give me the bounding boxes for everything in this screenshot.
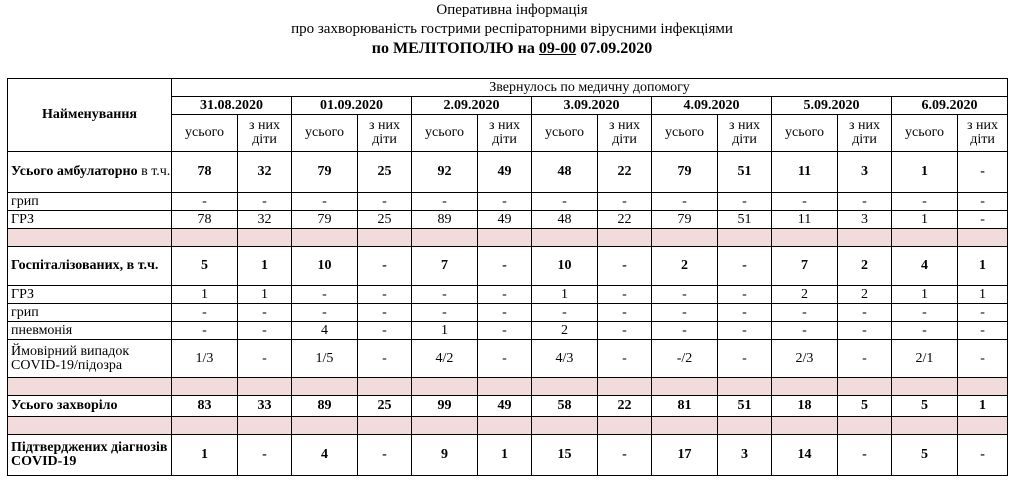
- value-total: 9: [412, 435, 478, 476]
- value-total: 7: [772, 247, 838, 286]
- value-total: -: [412, 286, 478, 304]
- separator-cell: [532, 378, 598, 396]
- report-location-date: [0, 40, 1024, 58]
- value-children: -: [358, 304, 412, 322]
- value-total: 10: [292, 247, 358, 286]
- value-total: 1: [892, 152, 958, 193]
- table-row: [8, 247, 1008, 286]
- separator-cell: [958, 229, 1008, 247]
- date-header: 01.09.2020: [292, 97, 412, 115]
- separator-cell: [358, 229, 412, 247]
- value-total: -: [892, 304, 958, 322]
- value-children: 1: [958, 286, 1008, 304]
- separator-cell: [478, 229, 532, 247]
- value-total: 2/1: [892, 340, 958, 378]
- separator-cell: [238, 417, 292, 435]
- value-children: -: [358, 435, 412, 476]
- separator-cell: [292, 417, 358, 435]
- report-subtitle: про захворюваність гострими респіраторними вірусними інфекціями: [291, 21, 733, 37]
- value-total: 2: [532, 322, 598, 340]
- value-children: -: [358, 193, 412, 211]
- value-children: 1: [478, 435, 532, 476]
- row-label-text: Госпіталізованих, в т.ч.: [11, 258, 159, 273]
- value-children: 51: [718, 396, 772, 417]
- value-children: 1: [958, 396, 1008, 417]
- value-children: 1: [958, 247, 1008, 286]
- separator-cell: [652, 378, 718, 396]
- date-header: 3.09.2020: [532, 97, 652, 115]
- value-children: 5: [838, 396, 892, 417]
- value-children: -: [958, 211, 1008, 229]
- separator-cell: [412, 229, 478, 247]
- separator-cell: [892, 378, 958, 396]
- separator-row: [8, 229, 1008, 247]
- table-row: [8, 396, 1008, 417]
- table-row: [8, 340, 1008, 378]
- value-total: 11: [772, 152, 838, 193]
- value-children: -: [958, 340, 1008, 378]
- separator-cell: [358, 378, 412, 396]
- value-total: 48: [532, 152, 598, 193]
- value-children: -: [478, 340, 532, 378]
- separator-cell: [8, 417, 172, 435]
- subheader-total: усього: [412, 115, 478, 152]
- value-total: 1: [412, 322, 478, 340]
- value-children: 22: [598, 211, 652, 229]
- value-children: -: [238, 322, 292, 340]
- date-header: 2.09.2020: [412, 97, 532, 115]
- separator-cell: [958, 417, 1008, 435]
- value-total: 11: [772, 211, 838, 229]
- row-label-text: ГРЗ: [11, 211, 35, 227]
- row-label: [8, 340, 172, 378]
- value-children: 3: [838, 152, 892, 193]
- separator-row: [8, 378, 1008, 396]
- value-total: -/2: [652, 340, 718, 378]
- row-label-suffix: в т.ч.: [137, 164, 171, 179]
- subheader-total: усього: [652, 115, 718, 152]
- value-children: -: [958, 152, 1008, 193]
- row-label-text: Підтверджених діагнозів COVID-19: [11, 440, 168, 469]
- value-total: 2: [652, 247, 718, 286]
- value-total: 7: [412, 247, 478, 286]
- separator-cell: [532, 229, 598, 247]
- value-total: -: [772, 304, 838, 322]
- row-label: [8, 322, 172, 340]
- value-total: -: [652, 322, 718, 340]
- value-children: -: [598, 304, 652, 322]
- value-total: 5: [892, 396, 958, 417]
- value-total: 1: [892, 211, 958, 229]
- value-total: 4/3: [532, 340, 598, 378]
- value-children: -: [358, 286, 412, 304]
- subheader-children: з них діти: [718, 115, 772, 152]
- value-children: 33: [238, 396, 292, 417]
- value-children: -: [958, 193, 1008, 211]
- separator-row: [8, 417, 1008, 435]
- value-total: 5: [892, 435, 958, 476]
- value-total: -: [772, 193, 838, 211]
- value-children: -: [358, 322, 412, 340]
- value-children: -: [238, 304, 292, 322]
- value-children: -: [838, 340, 892, 378]
- value-children: -: [598, 286, 652, 304]
- row-label: [8, 193, 172, 211]
- value-total: -: [772, 322, 838, 340]
- separator-cell: [652, 417, 718, 435]
- value-total: -: [172, 304, 238, 322]
- value-total: -: [652, 304, 718, 322]
- report-date: 07.09.2020: [576, 40, 653, 57]
- value-total: 1: [532, 286, 598, 304]
- table-row: [8, 152, 1008, 193]
- separator-cell: [8, 229, 172, 247]
- value-children: 22: [598, 396, 652, 417]
- location-prefix: по МЕЛІТОПОЛЮ на: [371, 40, 539, 57]
- value-children: -: [838, 435, 892, 476]
- value-children: 51: [718, 211, 772, 229]
- value-children: -: [958, 435, 1008, 476]
- separator-cell: [358, 417, 412, 435]
- subheader-total: усього: [172, 115, 238, 152]
- subheader-children: з них діти: [478, 115, 532, 152]
- value-total: -: [892, 322, 958, 340]
- value-total: 79: [292, 211, 358, 229]
- table-row: [8, 286, 1008, 304]
- value-children: -: [478, 286, 532, 304]
- value-children: -: [478, 247, 532, 286]
- separator-cell: [838, 378, 892, 396]
- row-label-text: грип: [11, 304, 39, 320]
- value-total: 48: [532, 211, 598, 229]
- row-label: [8, 396, 172, 417]
- value-children: -: [838, 193, 892, 211]
- subheader-children: з них діти: [238, 115, 292, 152]
- value-total: 15: [532, 435, 598, 476]
- subheader-children: з них діти: [598, 115, 652, 152]
- value-children: 32: [238, 211, 292, 229]
- value-children: -: [718, 247, 772, 286]
- value-total: 58: [532, 396, 598, 417]
- table-row: [8, 211, 1008, 229]
- subheader-total: усього: [532, 115, 598, 152]
- table-row: [8, 193, 1008, 211]
- value-total: -: [292, 286, 358, 304]
- table-row: [8, 435, 1008, 476]
- value-children: -: [598, 340, 652, 378]
- value-children: -: [958, 322, 1008, 340]
- value-total: -: [892, 193, 958, 211]
- value-total: -: [172, 322, 238, 340]
- separator-cell: [598, 417, 652, 435]
- value-children: 3: [718, 435, 772, 476]
- table-row: [8, 304, 1008, 322]
- subheader-total: усього: [292, 115, 358, 152]
- value-children: -: [838, 322, 892, 340]
- value-children: 49: [478, 396, 532, 417]
- value-total: 4: [292, 322, 358, 340]
- value-children: -: [358, 340, 412, 378]
- table-row: [8, 322, 1008, 340]
- separator-cell: [478, 378, 532, 396]
- separator-cell: [892, 417, 958, 435]
- separator-cell: [8, 378, 172, 396]
- separator-cell: [478, 417, 532, 435]
- value-total: -: [412, 304, 478, 322]
- value-children: -: [718, 340, 772, 378]
- separator-cell: [238, 229, 292, 247]
- morbidity-table: [7, 78, 1008, 476]
- value-total: -: [292, 304, 358, 322]
- subheader-total: усього: [772, 115, 838, 152]
- separator-cell: [172, 417, 238, 435]
- value-children: -: [238, 340, 292, 378]
- value-total: 10: [532, 247, 598, 286]
- value-children: -: [358, 247, 412, 286]
- row-label: [8, 286, 172, 304]
- row-label-text: пневмонія: [11, 322, 73, 338]
- row-label: [8, 304, 172, 322]
- group-header: Звернулось по медичну допомогу: [172, 79, 1008, 97]
- value-children: -: [478, 304, 532, 322]
- value-total: 83: [172, 396, 238, 417]
- separator-cell: [172, 378, 238, 396]
- value-total: -: [172, 193, 238, 211]
- value-total: 89: [412, 211, 478, 229]
- report-time: 09-00: [538, 40, 577, 57]
- value-children: 49: [478, 152, 532, 193]
- value-total: 78: [172, 152, 238, 193]
- subheader-total: усього: [892, 115, 958, 152]
- subheader-children: з них діти: [838, 115, 892, 152]
- value-children: -: [238, 193, 292, 211]
- value-total: -: [652, 286, 718, 304]
- separator-cell: [532, 417, 598, 435]
- value-total: 99: [412, 396, 478, 417]
- value-children: -: [598, 435, 652, 476]
- value-total: 1: [172, 435, 238, 476]
- value-total: 5: [172, 247, 238, 286]
- value-total: 1: [892, 286, 958, 304]
- value-children: 2: [838, 286, 892, 304]
- separator-cell: [598, 378, 652, 396]
- value-children: -: [718, 193, 772, 211]
- value-total: 79: [292, 152, 358, 193]
- report-title: Оперативна інформація: [436, 2, 588, 18]
- value-children: 32: [238, 152, 292, 193]
- value-children: 51: [718, 152, 772, 193]
- separator-cell: [238, 378, 292, 396]
- row-label-text: Усього амбулаторно: [11, 164, 138, 179]
- date-header: 5.09.2020: [772, 97, 892, 115]
- value-children: 49: [478, 211, 532, 229]
- row-label: [8, 435, 172, 476]
- value-total: 1/5: [292, 340, 358, 378]
- separator-cell: [718, 417, 772, 435]
- separator-cell: [772, 229, 838, 247]
- separator-cell: [172, 229, 238, 247]
- separator-cell: [292, 229, 358, 247]
- separator-cell: [292, 378, 358, 396]
- value-total: 4: [292, 435, 358, 476]
- date-header: 31.08.2020: [172, 97, 292, 115]
- value-children: -: [478, 322, 532, 340]
- value-total: 17: [652, 435, 718, 476]
- value-total: 81: [652, 396, 718, 417]
- row-label-text: Ймовірний випадок COVID-19/підозра: [11, 343, 130, 373]
- separator-cell: [892, 229, 958, 247]
- value-children: 25: [358, 396, 412, 417]
- value-total: 4/2: [412, 340, 478, 378]
- value-children: -: [958, 304, 1008, 322]
- row-label-text: ГРЗ: [11, 286, 35, 302]
- value-children: -: [718, 304, 772, 322]
- row-label: [8, 152, 172, 193]
- value-total: 1/3: [172, 340, 238, 378]
- value-children: -: [598, 322, 652, 340]
- value-total: 79: [652, 152, 718, 193]
- separator-cell: [958, 378, 1008, 396]
- value-total: 79: [652, 211, 718, 229]
- row-label: [8, 247, 172, 286]
- value-children: 2: [838, 247, 892, 286]
- separator-cell: [598, 229, 652, 247]
- name-column-header: Найменування: [8, 79, 172, 152]
- date-header: 4.09.2020: [652, 97, 772, 115]
- separator-cell: [772, 417, 838, 435]
- value-children: -: [478, 193, 532, 211]
- value-children: 3: [838, 211, 892, 229]
- value-total: 4: [892, 247, 958, 286]
- subheader-children: з них діти: [958, 115, 1008, 152]
- separator-cell: [718, 229, 772, 247]
- row-label-text: грип: [11, 193, 39, 209]
- separator-cell: [772, 378, 838, 396]
- value-children: -: [598, 247, 652, 286]
- value-children: -: [238, 435, 292, 476]
- date-header: 6.09.2020: [892, 97, 1008, 115]
- subheader-children: з них діти: [358, 115, 412, 152]
- value-total: -: [652, 193, 718, 211]
- separator-cell: [838, 417, 892, 435]
- value-total: 18: [772, 396, 838, 417]
- value-children: 1: [238, 286, 292, 304]
- row-label-text: Усього захворіло: [11, 398, 118, 413]
- value-total: 92: [412, 152, 478, 193]
- value-total: -: [532, 304, 598, 322]
- separator-cell: [412, 417, 478, 435]
- value-total: -: [412, 193, 478, 211]
- separator-cell: [652, 229, 718, 247]
- value-total: 14: [772, 435, 838, 476]
- value-children: -: [838, 304, 892, 322]
- value-children: 25: [358, 152, 412, 193]
- value-children: -: [718, 286, 772, 304]
- value-total: 89: [292, 396, 358, 417]
- value-total: 1: [172, 286, 238, 304]
- value-children: -: [718, 322, 772, 340]
- value-total: 78: [172, 211, 238, 229]
- separator-cell: [412, 378, 478, 396]
- value-total: -: [292, 193, 358, 211]
- value-children: 25: [358, 211, 412, 229]
- value-total: 2: [772, 286, 838, 304]
- value-children: 1: [238, 247, 292, 286]
- separator-cell: [838, 229, 892, 247]
- value-total: 2/3: [772, 340, 838, 378]
- value-total: -: [532, 193, 598, 211]
- value-children: -: [598, 193, 652, 211]
- row-label: [8, 211, 172, 229]
- value-children: 22: [598, 152, 652, 193]
- separator-cell: [718, 378, 772, 396]
